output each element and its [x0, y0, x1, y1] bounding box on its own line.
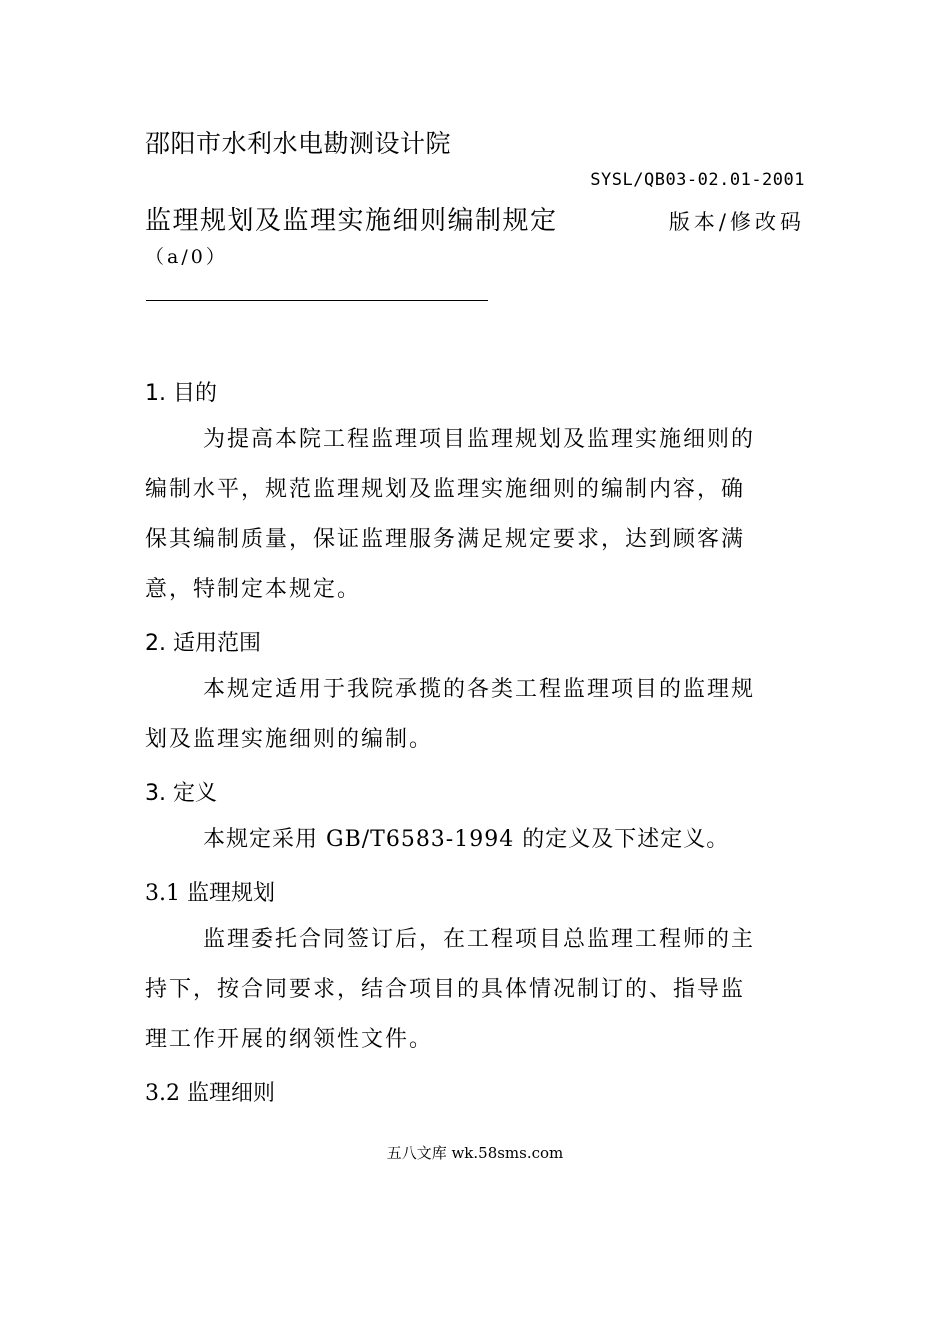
paragraph-line: 编制水平，规范监理规划及监理实施细则的编制内容，确: [145, 477, 746, 502]
subsection-body-supervision-plan: [145, 915, 805, 1065]
paragraph-line: 监理委托合同签订后，在工程项目总监理工程师的主: [203, 927, 756, 952]
footer-watermark: 五八文库 wk.58sms.com: [386, 1144, 564, 1162]
paragraph-line: 本规定适用于我院承揽的各类工程监理项目的监理规: [203, 677, 756, 702]
paragraph-line: 理工作开展的纲领性文件。: [145, 1027, 434, 1052]
subsection-heading-supervision-plan: 3.1 监理规划: [145, 881, 275, 906]
subsection-heading-supervision-details: 3.2 监理细则: [145, 1081, 275, 1106]
section-heading-scope: 2. 适用范围: [145, 631, 261, 656]
paragraph-line: 本规定采用 GB/T6583-1994 的定义及下述定义。: [203, 827, 730, 852]
section-body-purpose: [145, 415, 805, 615]
section-body-definitions: [145, 815, 805, 865]
document-code: SYSL/QB03-02.01-2001: [590, 170, 805, 190]
section-body-scope: [145, 665, 805, 765]
paragraph-line: 划及监理实施细则的编制。: [145, 727, 434, 752]
organization-name: 邵阳市水利水电勘测设计院: [145, 129, 452, 158]
header-divider: [146, 300, 488, 301]
paragraph-line: 为提高本院工程监理项目监理规划及监理实施细则的: [203, 427, 756, 452]
section-heading-purpose: 1. 目的: [145, 381, 217, 406]
document-title: 监理规划及监理实施细则编制规定: [145, 206, 558, 236]
section-heading-definitions: 3. 定义: [145, 781, 217, 806]
paragraph-line: 保其编制质量，保证监理服务满足规定要求，达到顾客满: [145, 527, 746, 552]
version-label: 版本/修改码: [668, 210, 805, 234]
paragraph-line: 持下，按合同要求，结合项目的具体情况制订的、指导监: [145, 977, 746, 1002]
version-code: （a/0）: [145, 246, 228, 268]
paragraph-line: 意，特制定本规定。: [145, 577, 362, 602]
